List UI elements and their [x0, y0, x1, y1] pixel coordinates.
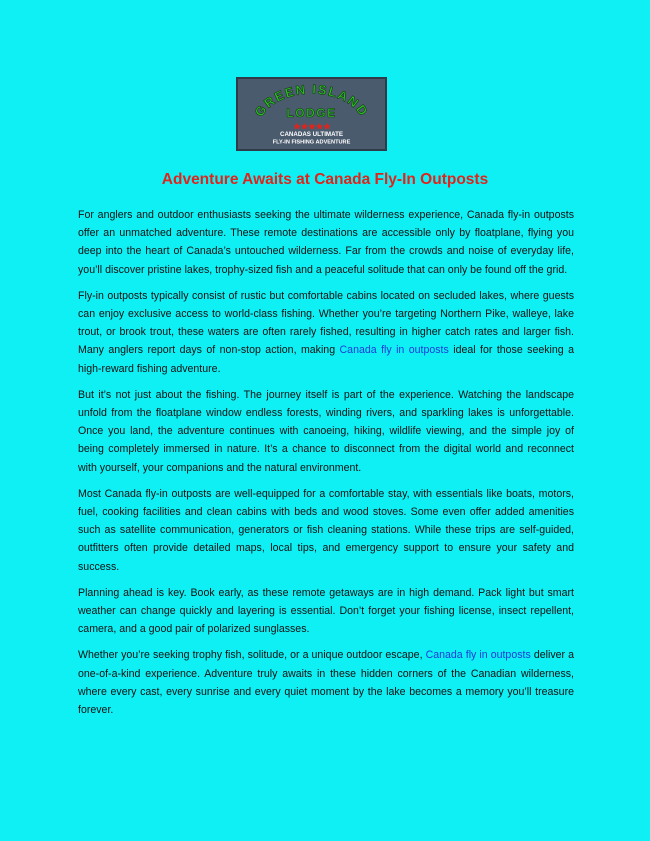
- maple-leaf-icon: [309, 123, 316, 129]
- maple-leaf-icon: [324, 123, 331, 129]
- maple-leaf-icon: [294, 123, 301, 129]
- logo-tagline-line1: CANADAS ULTIMATE: [279, 131, 344, 138]
- maple-leaf-icon: [316, 123, 323, 129]
- article-title: Adventure Awaits at Canada Fly-In Outposts: [161, 171, 489, 188]
- maple-leaf-icon: [301, 123, 308, 129]
- canada-fly-in-outposts-link[interactable]: Canada fly in outposts: [339, 344, 449, 357]
- paragraph-planning: Planning ahead is key. Book early, as these remote getaways are in high demand. Pack light but smart weather can change quickly and layering is essential. Don’t forget your fishing license, insect repellent, camera, and a good pair of polarized sunglasses.: [78, 586, 574, 636]
- maple-leaf-icons: [294, 123, 331, 129]
- paragraph-outposts: [78, 287, 574, 378]
- article-body: [78, 206, 574, 727]
- logo-name-line2: LODGE: [286, 106, 337, 120]
- paragraph-text: deliver a one-of-a-kind experience. Adventure truly awaits in these hidden corners of the Canadian wilderness, where every cast, every sunrise and every quiet moment by the lake becomes a memory you’ll treasure forever.: [78, 649, 574, 717]
- paragraph-amenities: Most Canada fly-in outposts are well-equipped for a comfortable stay, with essentials like boats, motors, fuel, cooking facilities and clean cabins with beds and wood stoves. Some even offer added amenities such as satellite communication, generators or fish cleaning stations. While these trips are self-guided, outfitters often provide detailed maps, local tips, and emergency support to ensure your safety and success.: [78, 487, 574, 573]
- canada-fly-in-outposts-link[interactable]: Canada fly in outposts: [425, 649, 531, 662]
- paragraph-intro: For anglers and outdoor enthusiasts seeking the ultimate wilderness experience, Canada fly-in outposts offer an unmatched adventure. These remote destinations are accessible only by floatplane, flying you deep into the heart of Canada’s untouched wilderness. Far from the crowds and noise of everyday life, you’ll discover pristine lakes, trophy-sized fish and a peaceful solitude that can only be found off the grid.: [78, 209, 574, 276]
- logo-tagline-line2: FLY-IN FISHING ADVENTURE: [272, 139, 351, 146]
- green-island-lodge-logo: [236, 77, 387, 151]
- paragraph-closing: [78, 646, 574, 719]
- paragraph-text: ideal for those seeking a high-reward fishing adventure.: [78, 344, 574, 375]
- paragraph-text: Whether you’re seeking trophy fish, solitude, or a unique outdoor escape,: [78, 649, 426, 662]
- paragraph-journey: But it’s not just about the fishing. The journey itself is part of the experience. Watching the landscape unfold from the floatplane window endless forests, winding rivers, and sparkling lakes is unforgettable. Once you land, the adventure continues with canoeing, hiking, wildlife viewing, and the simple joy of being completely immersed in nature. It’s a chance to disconnect from the digital world and reconnect with yourself, your companions and the natural environment.: [78, 388, 574, 474]
- logo-graphic: [238, 79, 385, 149]
- logo-name-line1: GREEN ISLAND: [251, 81, 372, 120]
- paragraph-text: Fly-in outposts typically consist of rustic but comfortable cabins located on secluded lakes, where guests can enjoy exclusive access to world-class fishing. Whether you’re targeting Northern Pike, walleye, lake trout, or brook trout, these waters are often rarely fished, resulting in higher catch rates and larger fish. Many anglers report days of non-stop action, making: [78, 289, 574, 357]
